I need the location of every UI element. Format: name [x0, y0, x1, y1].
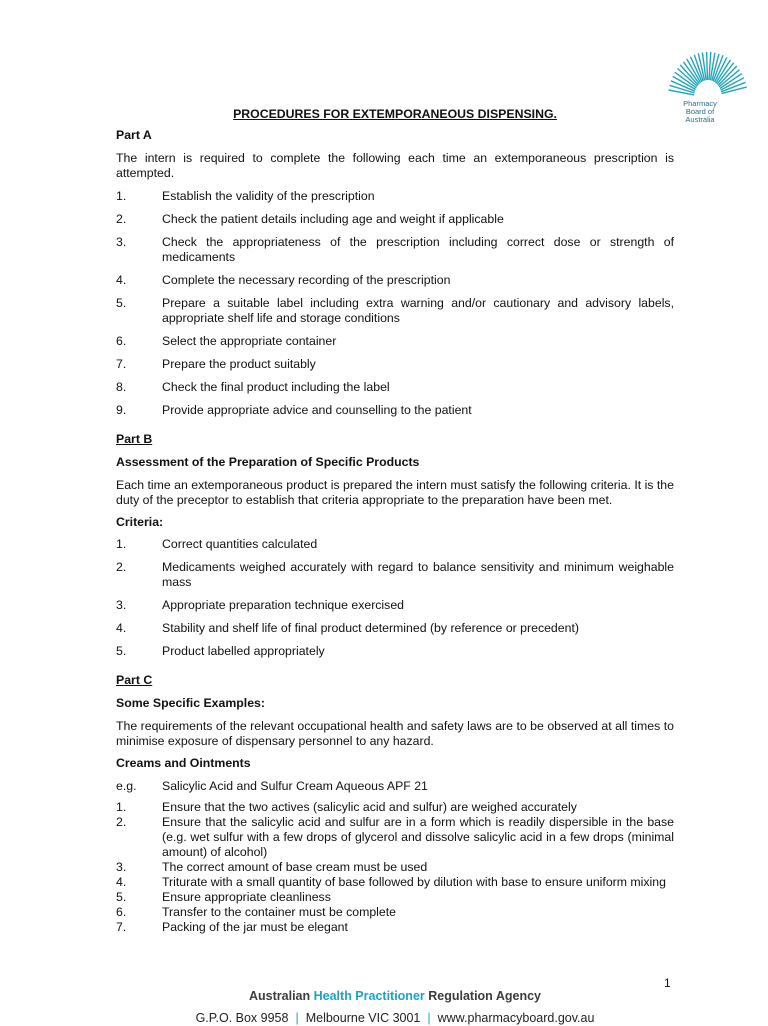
example-label: e.g.: [116, 779, 137, 793]
page-number: 1: [664, 976, 671, 990]
part-b-intro: Each time an extemporaneous product is prepared the intern must satisfy the following criteria. It is the duty of the preceptor to establish that criteria appropriate to the preparation have been met.: [116, 478, 674, 507]
document-title: PROCEDURES FOR EXTEMPORANEOUS DISPENSING.: [233, 107, 557, 121]
part-b-item: [116, 537, 674, 552]
footer-agency-part2: Health Practitioner: [313, 989, 425, 1003]
list-text: Medicaments weighed accurately with regard to balance sensitivity and minimum weighable mass: [162, 560, 674, 589]
document-body: [116, 107, 674, 935]
example-line: [116, 779, 674, 794]
part-c-list: [116, 800, 674, 935]
footer-agency-part3: Regulation Agency: [424, 989, 541, 1003]
part-b-heading: Part B: [116, 432, 153, 446]
example-text: Salicylic Acid and Sulfur Cream Aqueous APF 21: [162, 779, 428, 793]
list-number: 1.: [116, 537, 127, 551]
list-text: Stability and shelf life of final product determined (by reference or precedent): [162, 621, 579, 635]
logo-text-line3: Australia: [685, 115, 715, 124]
list-text: Ensure that the salicylic acid and sulfur are in a form which is readily dispersible in the base (e.g. wet sulfur with a few drops of glycerol and dissolve salicylic acid in a few drops (minimal amount) of alcohol): [162, 815, 674, 859]
part-c-item: [116, 905, 674, 920]
list-number: 3.: [116, 235, 127, 249]
list-number: 3.: [116, 598, 127, 612]
list-text: Prepare a suitable label including extra warning and/or cautionary and advisory labels, appropriate shelf life and storage conditions: [162, 296, 674, 325]
list-number: 5.: [116, 644, 127, 658]
list-number: 4.: [116, 621, 127, 635]
list-number: 5.: [116, 890, 127, 904]
logo-text-line1: Pharmacy: [683, 99, 717, 108]
footer-po-box: G.P.O. Box 9958: [195, 1011, 289, 1025]
list-text: Check the patient details including age and weight if applicable: [162, 212, 504, 226]
part-b-item: [116, 598, 674, 613]
list-number: 1.: [116, 800, 127, 814]
list-text: The correct amount of base cream must be used: [162, 860, 428, 874]
logo-ray: [707, 52, 708, 80]
example-item: [116, 779, 674, 794]
list-text: Ensure appropriate cleanliness: [162, 890, 331, 904]
list-number: 2.: [116, 212, 127, 226]
list-number: 1.: [116, 189, 127, 203]
list-number: 3.: [116, 860, 127, 874]
list-text: Establish the validity of the prescription: [162, 189, 375, 203]
list-number: 7.: [116, 920, 127, 934]
list-number: 7.: [116, 357, 127, 371]
part-a-item: [116, 357, 674, 372]
part-b-item: [116, 621, 674, 636]
list-text: Select the appropriate container: [162, 334, 337, 348]
part-a-item: [116, 296, 674, 326]
list-text: Check the appropriateness of the prescription including correct dose or strength of medicaments: [162, 235, 674, 264]
part-c-heading: Part C: [116, 673, 153, 687]
list-number: 2.: [116, 560, 127, 574]
part-c-item: [116, 860, 674, 875]
list-number: 4.: [116, 273, 127, 287]
list-text: Provide appropriate advice and counselling to the patient: [162, 403, 472, 417]
list-text: Ensure that the two actives (salicylic acid and sulfur) are weighed accurately: [162, 800, 577, 814]
part-c-item: [116, 890, 674, 905]
list-text: Prepare the product suitably: [162, 357, 316, 371]
list-text: Correct quantities calculated: [162, 537, 318, 551]
logo-text: [670, 100, 730, 124]
part-a-item: [116, 212, 674, 227]
list-text: Product labelled appropriately: [162, 644, 325, 658]
part-a-item: [116, 403, 674, 418]
part-a-intro: The intern is required to complete the following each time an extemporaneous prescription is attempted.: [116, 151, 674, 180]
footer-agency: [0, 989, 768, 1004]
list-text: Packing of the jar must be elegant: [162, 920, 348, 934]
footer-city: Melbourne VIC 3001: [305, 1011, 421, 1025]
list-number: 8.: [116, 380, 127, 394]
list-number: 4.: [116, 875, 127, 889]
footer-agency-part1: Australian: [249, 989, 314, 1003]
list-text: Triturate with a small quantity of base followed by dilution with base to ensure uniform mixing: [162, 875, 666, 889]
part-a-heading: Part A: [116, 128, 152, 142]
list-number: 5.: [116, 296, 127, 310]
part-a-item: [116, 235, 674, 265]
part-a-list: [116, 189, 674, 418]
footer-website-link[interactable]: www.pharmacyboard.gov.au: [437, 1011, 595, 1025]
part-c-intro: The requirements of the relevant occupational health and safety laws are to be observed at all times to minimise exposure of dispensary personnel to any hazard.: [116, 719, 674, 748]
part-c-item: [116, 920, 674, 935]
part-c-item: [116, 875, 674, 890]
footer-separator: |: [295, 1011, 299, 1025]
part-c-subheading: Some Specific Examples:: [116, 696, 265, 710]
section-creams-ointments: Creams and Ointments: [116, 756, 251, 770]
part-a-item: [116, 189, 674, 204]
logo-text-line2: Board of: [685, 107, 715, 116]
part-b-item: [116, 644, 674, 659]
criteria-label: Criteria:: [116, 515, 164, 529]
list-number: 2.: [116, 815, 127, 829]
list-number: 9.: [116, 403, 127, 417]
list-text: Appropriate preparation technique exercised: [162, 598, 404, 612]
part-a-item: [116, 334, 674, 349]
footer-separator: |: [427, 1011, 431, 1025]
part-b-item: [116, 560, 674, 590]
part-b-subheading: Assessment of the Preparation of Specific Products: [116, 455, 420, 469]
list-text: Complete the necessary recording of the prescription: [162, 273, 451, 287]
list-number: 6.: [116, 334, 127, 348]
list-text: Check the final product including the label: [162, 380, 390, 394]
part-c-item: [116, 815, 674, 860]
list-number: 6.: [116, 905, 127, 919]
list-text: Transfer to the container must be complete: [162, 905, 396, 919]
part-a-item: [116, 380, 674, 395]
part-b-list: [116, 537, 674, 659]
part-c-item: [116, 800, 674, 815]
part-a-item: [116, 273, 674, 288]
